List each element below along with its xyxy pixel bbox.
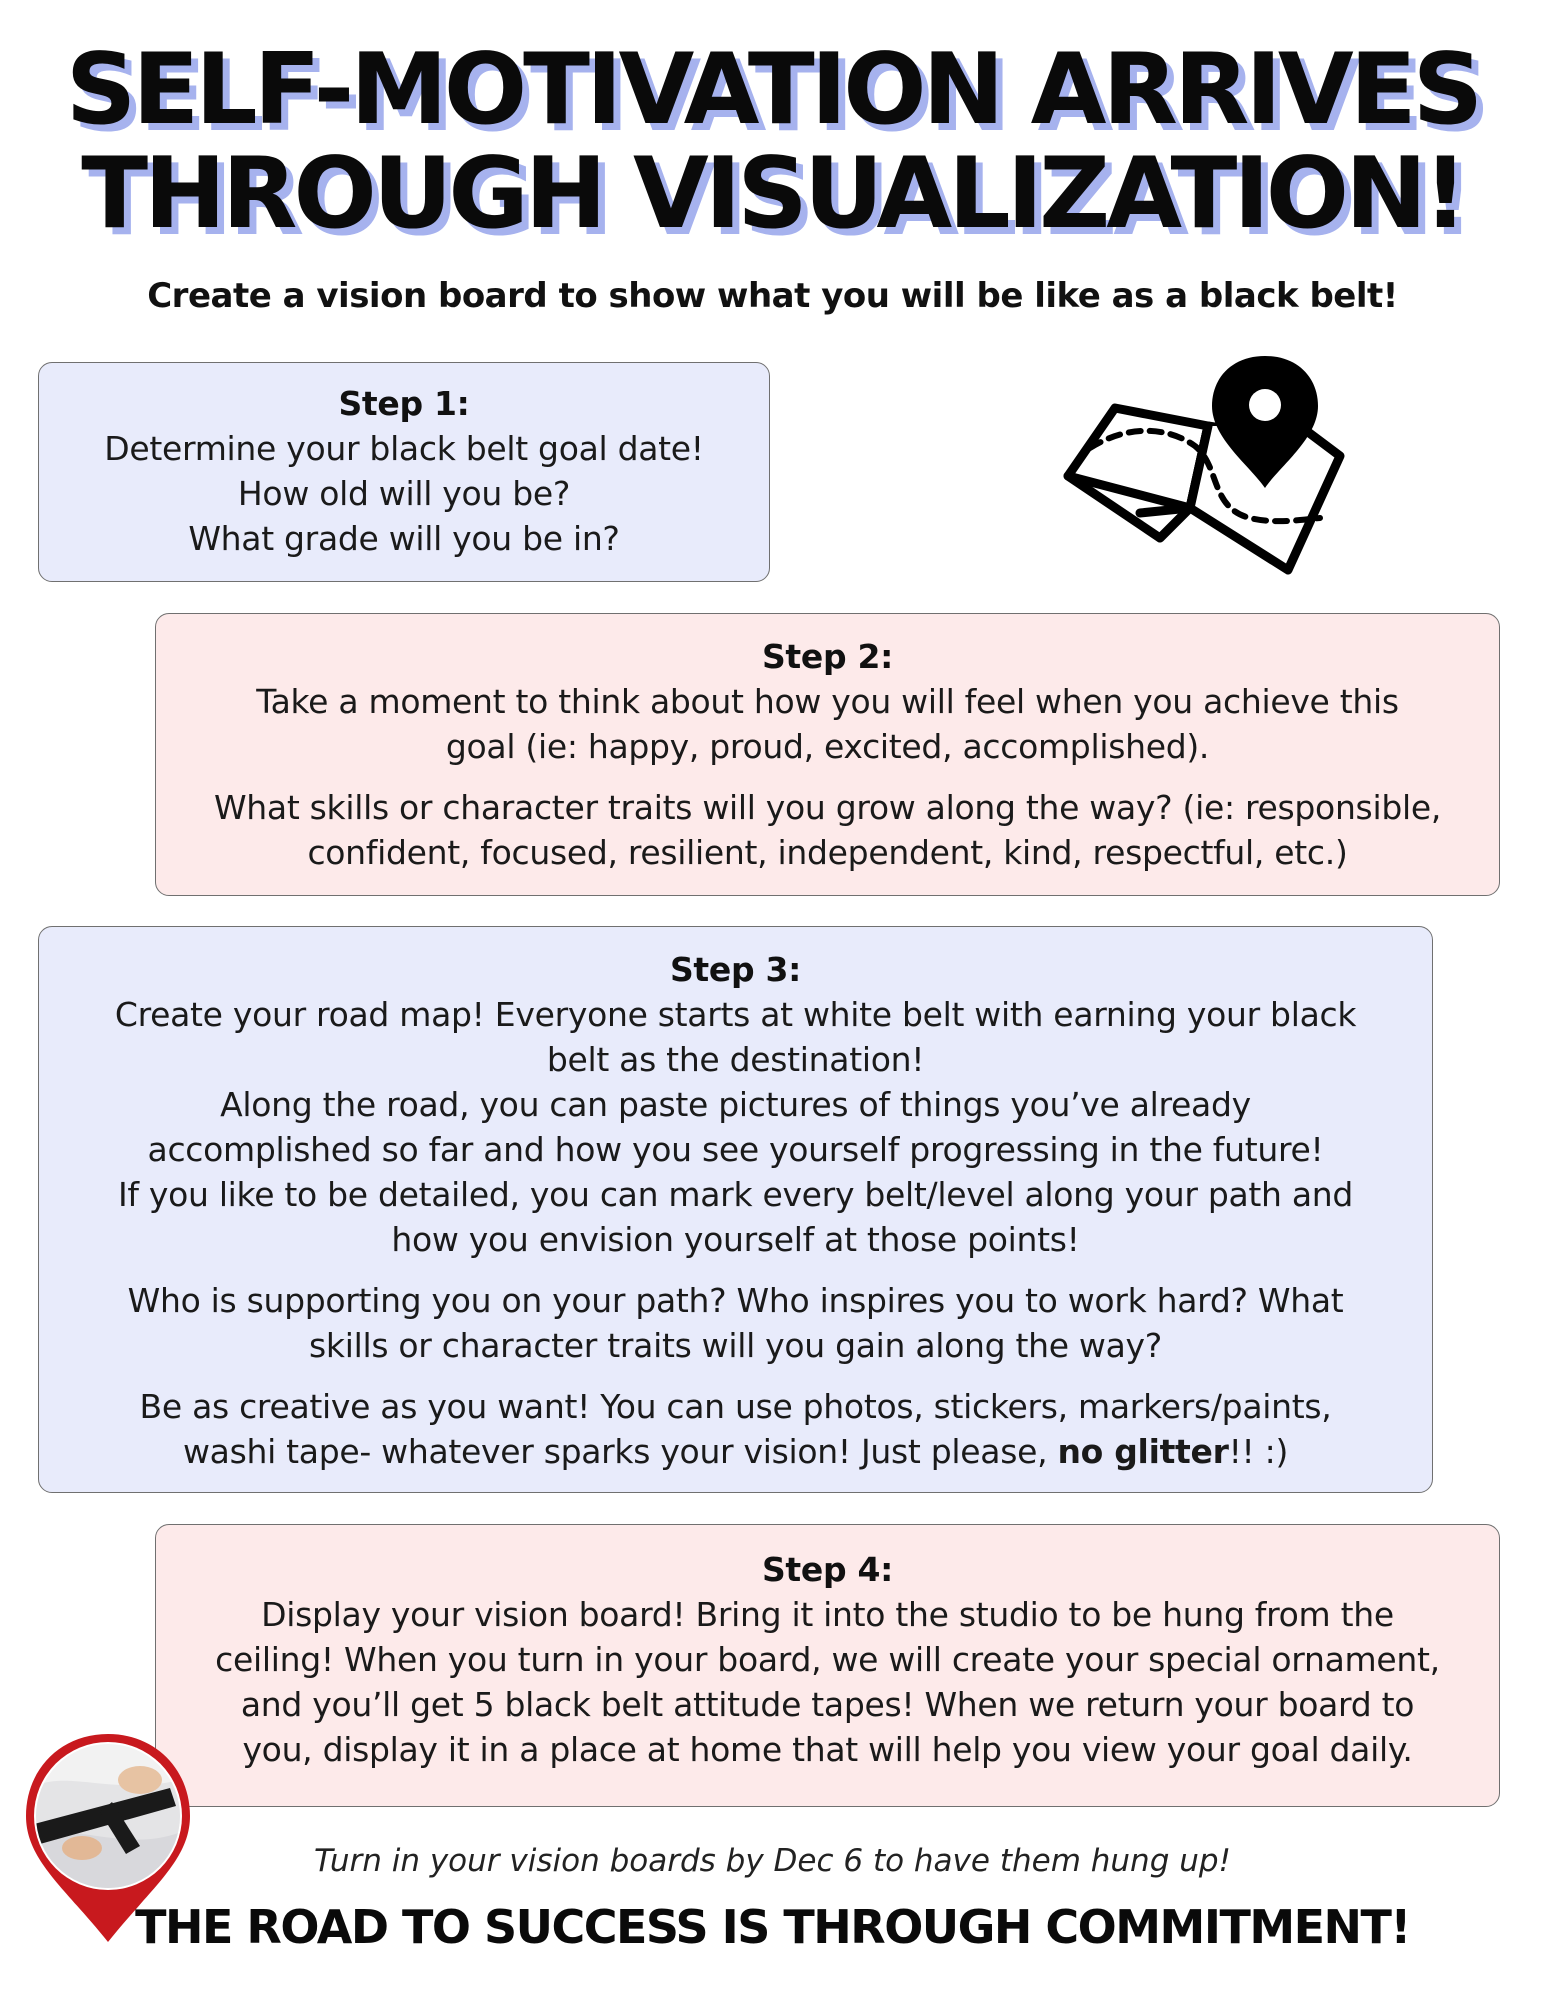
text-line: Determine your black belt goal date! xyxy=(104,429,704,468)
text-line: ceiling! When you turn in your board, we will create your special ornament, xyxy=(215,1640,1440,1679)
text-line: how you envision yourself at those points! xyxy=(391,1220,1080,1259)
step-heading: Step 4: xyxy=(761,1550,894,1589)
text-line: What skills or character traits will you grow along the way? (ie: responsible, xyxy=(213,788,1442,827)
closing-slogan: THE ROAD TO SUCCESS IS THROUGH COMMITMENT! xyxy=(135,1900,1410,1954)
text-line: How old will you be? xyxy=(237,474,571,513)
text-line: Along the road, you can paste pictures of things you’ve already xyxy=(220,1085,1251,1124)
page-title xyxy=(0,33,1545,251)
text-line: you, display it in a place at home that will help you view your goal daily. xyxy=(242,1730,1413,1769)
text-line: Take a moment to think about how you will feel when you achieve this xyxy=(256,682,1399,721)
text-line-suffix: !! :) xyxy=(1228,1432,1289,1471)
text-line: and you’ll get 5 black belt attitude tapes! When we return your board to xyxy=(240,1685,1415,1724)
step-3-box xyxy=(38,926,1433,1493)
title-line-2: THROUGH VISUALIZATION! xyxy=(81,137,1464,251)
step-text xyxy=(39,1384,1432,1474)
step-text xyxy=(39,992,1432,1262)
step-heading: Step 2: xyxy=(761,637,894,676)
text-line: If you like to be detailed, you can mark every belt/level along your path and xyxy=(117,1175,1354,1214)
step-1-box xyxy=(38,362,770,582)
subtitle: Create a vision board to show what you will be like as a black belt! xyxy=(147,276,1398,316)
text-line: goal (ie: happy, proud, excited, accomplished). xyxy=(445,727,1210,766)
text-line: confident, focused, resilient, independent, kind, respectful, etc.) xyxy=(307,833,1348,872)
text-line: Who is supporting you on your path? Who inspires you to work hard? What xyxy=(127,1281,1344,1320)
step-text xyxy=(156,679,1499,769)
step-4-box xyxy=(155,1524,1500,1807)
step-2-box xyxy=(155,613,1500,896)
step-heading: Step 1: xyxy=(338,384,470,423)
step-heading: Step 3: xyxy=(669,950,802,989)
title-line-1: SELF-MOTIVATION ARRIVES xyxy=(65,33,1480,147)
step-text xyxy=(39,426,769,561)
text-line: Be as creative as you want! You can use photos, stickers, markers/paints, xyxy=(139,1387,1332,1426)
no-glitter-emphasis: no glitter xyxy=(1057,1432,1229,1471)
text-line: Display your vision board! Bring it into the studio to be hung from the xyxy=(261,1595,1394,1634)
text-line: skills or character traits will you gain along the way? xyxy=(309,1326,1162,1365)
step-text xyxy=(39,1278,1432,1368)
text-line: belt as the destination! xyxy=(546,1040,925,1079)
text-line: Create your road map! Everyone starts at white belt with earning your black xyxy=(114,995,1357,1034)
text-line: accomplished so far and how you see yourself progressing in the future! xyxy=(147,1130,1324,1169)
deadline-note: Turn in your vision boards by Dec 6 to have them hung up! xyxy=(314,1843,1231,1879)
text-line-prefix: washi tape- whatever sparks your vision! Just please, xyxy=(182,1432,1058,1471)
map-with-pin-icon xyxy=(1060,348,1350,578)
step-text xyxy=(156,785,1499,875)
text-line: What grade will you be in? xyxy=(188,519,620,558)
step-text xyxy=(156,1592,1499,1772)
